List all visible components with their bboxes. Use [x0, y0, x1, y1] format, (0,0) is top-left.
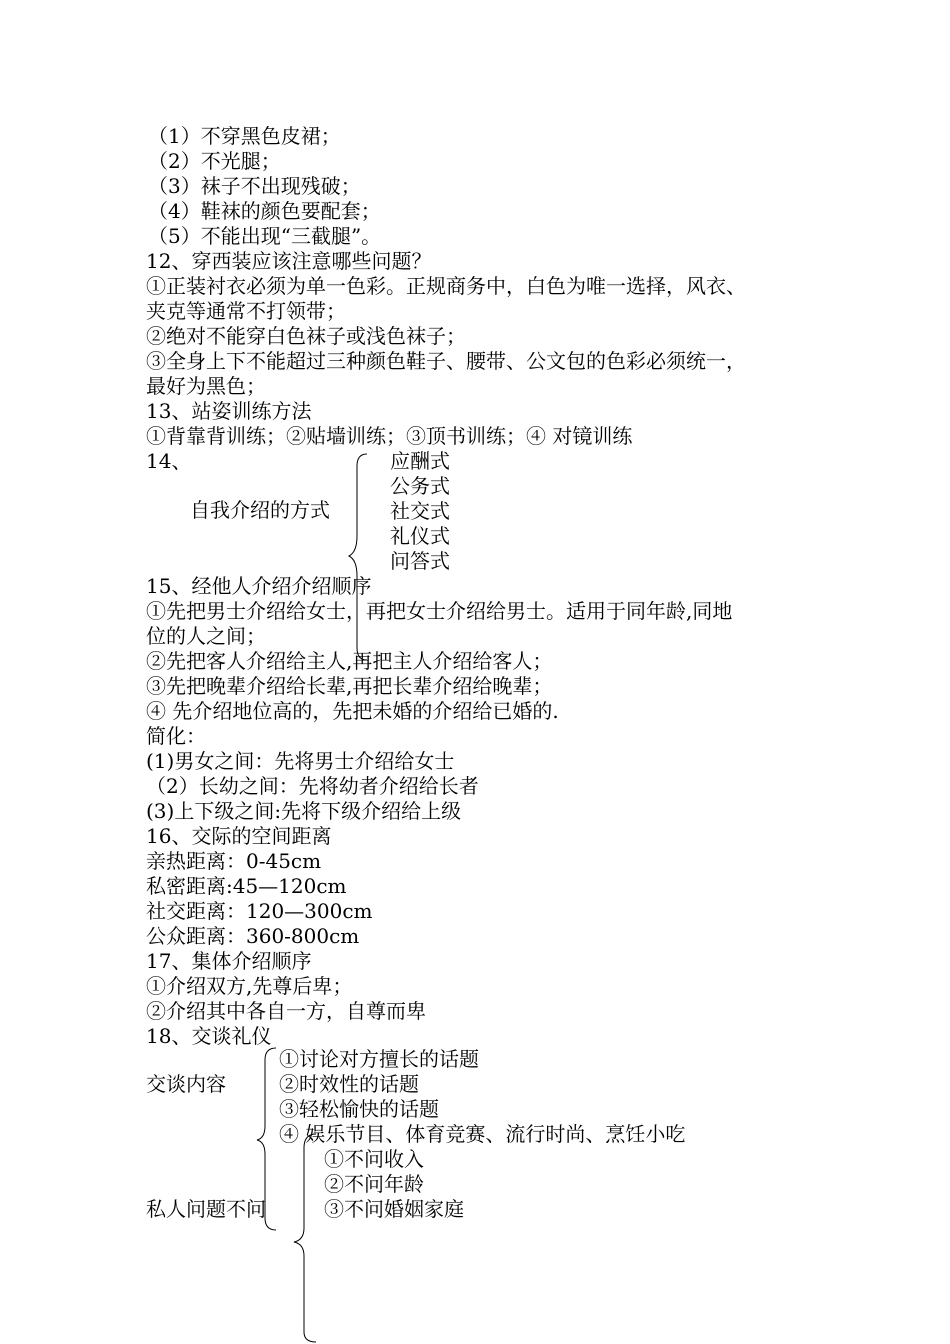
- text-line: ①介绍双方,先尊后卑；: [146, 974, 353, 998]
- text-line: (3)上下级之间:先将下级介绍给上级: [146, 799, 462, 823]
- text-line: ②绝对不能穿白色袜子或浅色袜子；: [146, 324, 466, 348]
- talk-content-item: ②时效性的话题: [279, 1072, 419, 1096]
- text-line: 亲热距离：0-45cm: [146, 849, 322, 873]
- self-intro-item: 应酬式: [390, 449, 450, 473]
- section-heading: 18、交谈礼仪: [146, 1024, 272, 1048]
- text-line: ②先把客人介绍给主人,再把主人介绍给客人；: [146, 649, 553, 673]
- curly-brace-icon: [345, 452, 375, 662]
- text-line: ③全身上下不能超过三种颜色鞋子、腰带、公文包的色彩必须统一，: [146, 349, 746, 373]
- private-question-item: ①不问收入: [324, 1147, 424, 1171]
- section-heading: 15、经他人介绍介绍顺序: [146, 574, 372, 598]
- text-line: 社交距离：120—300cm: [146, 899, 373, 923]
- section-heading: 17、集体介绍顺序: [146, 949, 312, 973]
- text-line: （4）鞋袜的颜色要配套；: [148, 199, 381, 223]
- self-intro-item: 礼仪式: [390, 524, 450, 548]
- self-intro-label: 自我介绍的方式: [190, 498, 330, 522]
- text-line: ④ 先介绍地位高的，先把未婚的介绍给已婚的.: [146, 699, 559, 723]
- text-line: 简化：: [146, 724, 206, 748]
- text-line: （2）不光腿；: [148, 149, 281, 173]
- text-line: ③先把晚辈介绍给长辈,再把长辈介绍给晚辈；: [146, 674, 553, 698]
- text-line: 私密距离:45—120cm: [146, 874, 347, 898]
- text-line: （5）不能出现“三截腿”。: [148, 224, 382, 248]
- text-line: 夹克等通常不打领带；: [146, 299, 346, 323]
- section-heading: 13、站姿训练方法: [146, 399, 312, 423]
- private-questions-label: 私人问题不问: [146, 1197, 266, 1221]
- text-line: ①背靠背训练；②贴墙训练；③顶书训练；④ 对镜训练: [146, 424, 633, 448]
- private-question-item: ③不问婚姻家庭: [324, 1197, 464, 1221]
- section-heading: 12、穿西装应该注意哪些问题？: [146, 249, 432, 273]
- text-line: ②介绍其中各自一方，自尊而卑: [146, 999, 426, 1023]
- text-line: (1)男女之间：先将男士介绍给女士: [146, 749, 455, 773]
- self-intro-item: 社交式: [390, 499, 450, 523]
- curly-brace-icon: [290, 1132, 320, 1344]
- text-line: ①正装衬衣必须为单一色彩。正规商务中，白色为唯一选择，风衣、: [146, 274, 746, 298]
- text-line: ①先把男士介绍给女士，再把女士介绍给男士。适用于同年龄,同地: [146, 599, 733, 623]
- text-line: （3）袜子不出现残破；: [148, 174, 361, 198]
- talk-content-item: ①讨论对方擅长的话题: [279, 1047, 479, 1071]
- section-heading: 14、: [146, 449, 192, 473]
- self-intro-item: 公务式: [390, 474, 450, 498]
- private-question-item: ②不问年龄: [324, 1172, 424, 1196]
- text-line: 位的人之间；: [146, 624, 266, 648]
- text-line: （2）长幼之间：先将幼者介绍给长者: [146, 774, 479, 798]
- text-line: （1）不穿黑色皮裙；: [148, 124, 341, 148]
- section-heading: 16、交际的空间距离: [146, 824, 332, 848]
- text-line: 最好为黑色；: [146, 374, 266, 398]
- talk-content-label: 交谈内容: [146, 1072, 226, 1096]
- text-line: 公众距离：360-800cm: [146, 924, 360, 948]
- self-intro-item: 问答式: [390, 549, 450, 573]
- talk-content-item: ④ 娱乐节目、体育竞赛、流行时尚、烹饪小吃: [279, 1122, 686, 1146]
- talk-content-item: ③轻松愉快的话题: [279, 1097, 439, 1121]
